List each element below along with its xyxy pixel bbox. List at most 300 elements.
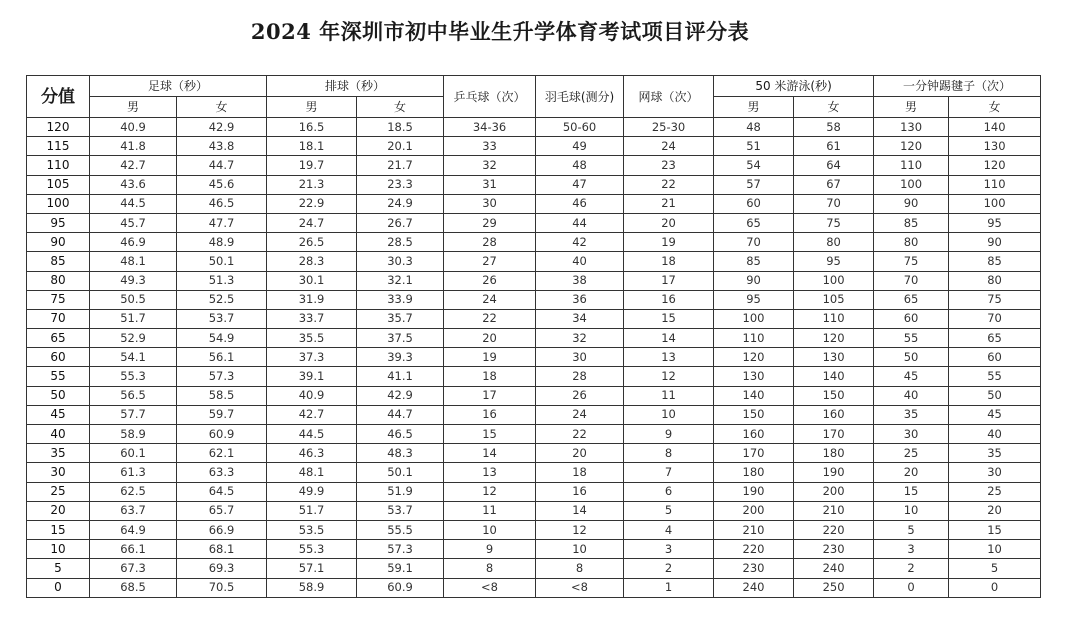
table-cell: 25	[874, 444, 949, 463]
table-cell: 49.9	[267, 482, 357, 501]
table-cell: 43.6	[90, 175, 177, 194]
table-cell: 35	[874, 405, 949, 424]
table-cell: 56.5	[90, 386, 177, 405]
table-cell: 31.9	[267, 290, 357, 309]
table-cell: 22	[624, 175, 714, 194]
table-cell: 8	[444, 559, 536, 578]
score-value-cell: 50	[27, 386, 90, 405]
table-cell: 190	[714, 482, 794, 501]
table-cell: 24.7	[267, 213, 357, 232]
table-cell: 30	[949, 463, 1041, 482]
table-cell: 41.8	[90, 137, 177, 156]
table-cell: 30	[874, 425, 949, 444]
table-cell: 34-36	[444, 118, 536, 137]
table-cell: 33	[444, 137, 536, 156]
score-value-cell: 120	[27, 118, 90, 137]
table-cell: 130	[949, 137, 1041, 156]
table-cell: 30.3	[357, 252, 444, 271]
table-cell: 17	[444, 386, 536, 405]
table-cell: 49.3	[90, 271, 177, 290]
table-cell: 32	[444, 156, 536, 175]
table-row	[27, 463, 1041, 482]
table-cell: 130	[794, 348, 874, 367]
table-cell: 210	[794, 501, 874, 520]
table-cell: 29	[444, 213, 536, 232]
table-cell: 75	[874, 252, 949, 271]
table-row	[27, 194, 1041, 213]
table-cell: 10	[624, 405, 714, 424]
table-cell: 110	[874, 156, 949, 175]
table-cell: 230	[714, 559, 794, 578]
table-cell: 20.1	[357, 137, 444, 156]
table-cell: 54.1	[90, 348, 177, 367]
table-cell: 140	[714, 386, 794, 405]
table-cell: 85	[949, 252, 1041, 271]
table-row	[27, 271, 1041, 290]
table-cell: 26	[536, 386, 624, 405]
score-value-cell: 90	[27, 233, 90, 252]
table-cell: 140	[794, 367, 874, 386]
table-cell: 44.7	[357, 405, 444, 424]
table-cell: 47	[536, 175, 624, 194]
table-cell: 33.7	[267, 309, 357, 328]
score-value-cell: 80	[27, 271, 90, 290]
table-cell: 37.3	[267, 348, 357, 367]
table-cell: 62.1	[177, 444, 267, 463]
table-cell: 64	[794, 156, 874, 175]
table-cell: 22	[536, 425, 624, 444]
table-cell: 37.5	[357, 329, 444, 348]
score-value-cell: 95	[27, 213, 90, 232]
table-cell: 15	[949, 520, 1041, 539]
table-cell: 59.7	[177, 405, 267, 424]
table-row	[27, 233, 1041, 252]
header-volleyball-male: 男	[267, 97, 357, 118]
score-value-cell: 30	[27, 463, 90, 482]
table-cell: 95	[949, 213, 1041, 232]
table-cell: 35.5	[267, 329, 357, 348]
table-cell: 52.5	[177, 290, 267, 309]
table-cell: 48.1	[90, 252, 177, 271]
table-cell: 20	[949, 501, 1041, 520]
table-cell: 19	[444, 348, 536, 367]
table-cell: 55	[874, 329, 949, 348]
table-cell: 10	[536, 540, 624, 559]
table-cell: 53.7	[357, 501, 444, 520]
table-cell: 50.1	[177, 252, 267, 271]
table-cell: 44.7	[177, 156, 267, 175]
table-cell: 46.3	[267, 444, 357, 463]
table-cell: 53.7	[177, 309, 267, 328]
score-value-cell: 70	[27, 309, 90, 328]
table-cell: 5	[874, 520, 949, 539]
table-row	[27, 252, 1041, 271]
table-cell: 14	[624, 329, 714, 348]
table-cell: 42.7	[90, 156, 177, 175]
table-cell: 61.3	[90, 463, 177, 482]
table-cell: <8	[536, 578, 624, 597]
table-cell: 18	[624, 252, 714, 271]
table-cell: 46.5	[357, 425, 444, 444]
table-cell: 58.5	[177, 386, 267, 405]
table-cell: 48	[536, 156, 624, 175]
table-cell: 55	[949, 367, 1041, 386]
score-value-cell: 5	[27, 559, 90, 578]
score-value-cell: 75	[27, 290, 90, 309]
table-cell: 60.1	[90, 444, 177, 463]
table-cell: 47.7	[177, 213, 267, 232]
table-cell: 10	[874, 501, 949, 520]
table-cell: 70	[794, 194, 874, 213]
table-cell: 240	[794, 559, 874, 578]
table-cell: 15	[624, 309, 714, 328]
table-cell: 21	[624, 194, 714, 213]
table-cell: 24	[624, 137, 714, 156]
table-cell: 55.3	[267, 540, 357, 559]
table-row	[27, 329, 1041, 348]
table-row	[27, 520, 1041, 539]
table-cell: 90	[874, 194, 949, 213]
table-cell: 16	[624, 290, 714, 309]
table-cell: 36	[536, 290, 624, 309]
table-cell: 100	[714, 309, 794, 328]
table-cell: 2	[874, 559, 949, 578]
score-value-cell: 65	[27, 329, 90, 348]
table-cell: 220	[794, 520, 874, 539]
table-cell: 45.7	[90, 213, 177, 232]
score-value-cell: 85	[27, 252, 90, 271]
table-cell: 75	[949, 290, 1041, 309]
score-value-cell: 20	[27, 501, 90, 520]
header-tennis: 网球（次）	[624, 76, 714, 118]
table-cell: 21.3	[267, 175, 357, 194]
table-cell: 3	[624, 540, 714, 559]
header-swimming-female: 女	[794, 97, 874, 118]
table-cell: 65	[714, 213, 794, 232]
table-cell: 27	[444, 252, 536, 271]
table-cell: 43.8	[177, 137, 267, 156]
score-value-cell: 110	[27, 156, 90, 175]
table-cell: 57.3	[177, 367, 267, 386]
table-cell: 69.3	[177, 559, 267, 578]
header-swimming: 50 米游泳(秒)	[714, 76, 874, 97]
table-cell: 45.6	[177, 175, 267, 194]
table-cell: 26.5	[267, 233, 357, 252]
table-cell: 57.1	[267, 559, 357, 578]
table-cell: 25	[949, 482, 1041, 501]
table-cell: 100	[874, 175, 949, 194]
score-value-cell: 0	[27, 578, 90, 597]
table-cell: 26.7	[357, 213, 444, 232]
table-cell: 50	[949, 386, 1041, 405]
table-cell: 110	[794, 309, 874, 328]
header-volleyball-female: 女	[357, 97, 444, 118]
score-value-cell: 10	[27, 540, 90, 559]
page-title: 2024 年深圳市初中毕业生升学体育考试项目评分表	[250, 19, 750, 44]
table-cell: 51	[714, 137, 794, 156]
table-cell: 230	[794, 540, 874, 559]
table-row	[27, 540, 1041, 559]
table-cell: 30	[536, 348, 624, 367]
table-cell: 40	[536, 252, 624, 271]
table-cell: 56.1	[177, 348, 267, 367]
table-cell: 67.3	[90, 559, 177, 578]
table-cell: 150	[794, 386, 874, 405]
table-cell: 10	[444, 520, 536, 539]
table-cell: 40	[949, 425, 1041, 444]
table-row	[27, 405, 1041, 424]
table-cell: 67	[794, 175, 874, 194]
table-cell: 58	[794, 118, 874, 137]
table-cell: 95	[794, 252, 874, 271]
table-cell: 110	[714, 329, 794, 348]
table-row	[27, 309, 1041, 328]
table-cell: 16	[444, 405, 536, 424]
table-cell: 35	[949, 444, 1041, 463]
header-shuttlecock-female: 女	[949, 97, 1041, 118]
table-cell: 63.3	[177, 463, 267, 482]
table-cell: 100	[949, 194, 1041, 213]
table-cell: 20	[874, 463, 949, 482]
table-cell: 23.3	[357, 175, 444, 194]
table-cell: 57	[714, 175, 794, 194]
table-cell: 150	[714, 405, 794, 424]
table-cell: 66.9	[177, 520, 267, 539]
table-cell: 50-60	[536, 118, 624, 137]
table-cell: 7	[624, 463, 714, 482]
score-value-cell: 100	[27, 194, 90, 213]
table-cell: 12	[624, 367, 714, 386]
header-football-male: 男	[90, 97, 177, 118]
table-cell: 51.3	[177, 271, 267, 290]
table-cell: 31	[444, 175, 536, 194]
table-cell: 51.7	[267, 501, 357, 520]
table-cell: 62.5	[90, 482, 177, 501]
table-row	[27, 156, 1041, 175]
table-cell: 46.9	[90, 233, 177, 252]
table-cell: 13	[444, 463, 536, 482]
table-cell: 120	[714, 348, 794, 367]
table-cell: 58.9	[90, 425, 177, 444]
table-cell: 48.3	[357, 444, 444, 463]
table-cell: 45	[949, 405, 1041, 424]
score-value-cell: 25	[27, 482, 90, 501]
table-cell: 45	[874, 367, 949, 386]
table-cell: 85	[714, 252, 794, 271]
header-swimming-male: 男	[714, 97, 794, 118]
table-cell: 14	[444, 444, 536, 463]
table-cell: 48.1	[267, 463, 357, 482]
table-cell: 75	[794, 213, 874, 232]
table-header	[27, 76, 1041, 118]
header-volleyball: 排球（秒）	[267, 76, 444, 97]
table-cell: 17	[624, 271, 714, 290]
table-cell: 220	[714, 540, 794, 559]
table-cell: 180	[714, 463, 794, 482]
table-cell: 40	[874, 386, 949, 405]
table-cell: 44	[536, 213, 624, 232]
table-cell: 8	[624, 444, 714, 463]
table-cell: 48	[714, 118, 794, 137]
table-cell: 57.3	[357, 540, 444, 559]
table-cell: 3	[874, 540, 949, 559]
table-cell: 90	[714, 271, 794, 290]
table-cell: 30	[444, 194, 536, 213]
table-cell: 80	[874, 233, 949, 252]
table-cell: 15	[444, 425, 536, 444]
table-cell: 46.5	[177, 194, 267, 213]
table-cell: 28	[536, 367, 624, 386]
table-cell: 39.1	[267, 367, 357, 386]
table-row	[27, 425, 1041, 444]
header-score: 分值	[27, 76, 90, 118]
table-cell: 14	[536, 501, 624, 520]
table-cell: 16.5	[267, 118, 357, 137]
table-cell: 18	[444, 367, 536, 386]
table-cell: 41.1	[357, 367, 444, 386]
table-cell: 34	[536, 309, 624, 328]
table-cell: 48.9	[177, 233, 267, 252]
table-cell: 85	[874, 213, 949, 232]
table-row	[27, 175, 1041, 194]
table-cell: 70	[714, 233, 794, 252]
table-cell: 1	[624, 578, 714, 597]
table-cell: 9	[624, 425, 714, 444]
table-cell: 60	[874, 309, 949, 328]
table-cell: 28	[444, 233, 536, 252]
table-cell: 80	[949, 271, 1041, 290]
header-shuttlecock-male: 男	[874, 97, 949, 118]
header-shuttlecock: 一分钟踢毽子（次）	[874, 76, 1041, 97]
table-cell: 200	[714, 501, 794, 520]
table-cell: 19	[624, 233, 714, 252]
table-row	[27, 501, 1041, 520]
table-cell: 26	[444, 271, 536, 290]
table-cell: 68.1	[177, 540, 267, 559]
table-cell: 190	[794, 463, 874, 482]
table-cell: 55.5	[357, 520, 444, 539]
table-row	[27, 290, 1041, 309]
table-cell: 20	[624, 213, 714, 232]
table-cell: 24	[536, 405, 624, 424]
table-cell: 35.7	[357, 309, 444, 328]
score-value-cell: 40	[27, 425, 90, 444]
table-cell: 60	[949, 348, 1041, 367]
score-value-cell: 55	[27, 367, 90, 386]
table-cell: 42	[536, 233, 624, 252]
table-cell: 24	[444, 290, 536, 309]
table-cell: 65.7	[177, 501, 267, 520]
table-cell: 180	[794, 444, 874, 463]
table-cell: 55.3	[90, 367, 177, 386]
table-cell: 16	[536, 482, 624, 501]
table-cell: 65	[949, 329, 1041, 348]
table-cell: 170	[714, 444, 794, 463]
table-cell: 42.7	[267, 405, 357, 424]
table-cell: 5	[624, 501, 714, 520]
table-cell: <8	[444, 578, 536, 597]
table-cell: 70.5	[177, 578, 267, 597]
table-cell: 64.5	[177, 482, 267, 501]
table-cell: 2	[624, 559, 714, 578]
table-cell: 38	[536, 271, 624, 290]
table-cell: 28.3	[267, 252, 357, 271]
table-cell: 32	[536, 329, 624, 348]
table-cell: 12	[444, 482, 536, 501]
table-cell: 46	[536, 194, 624, 213]
table-cell: 6	[624, 482, 714, 501]
table-cell: 64.9	[90, 520, 177, 539]
table-cell: 80	[794, 233, 874, 252]
table-cell: 200	[794, 482, 874, 501]
table-cell: 40.9	[90, 118, 177, 137]
score-value-cell: 60	[27, 348, 90, 367]
table-cell: 65	[874, 290, 949, 309]
table-cell: 70	[874, 271, 949, 290]
table-cell: 28.5	[357, 233, 444, 252]
table-cell: 40.9	[267, 386, 357, 405]
score-value-cell: 35	[27, 444, 90, 463]
table-row	[27, 137, 1041, 156]
table-cell: 90	[949, 233, 1041, 252]
table-cell: 49	[536, 137, 624, 156]
table-row	[27, 386, 1041, 405]
table-cell: 130	[874, 118, 949, 137]
table-cell: 100	[794, 271, 874, 290]
table-cell: 61	[794, 137, 874, 156]
table-cell: 50.1	[357, 463, 444, 482]
table-cell: 9	[444, 540, 536, 559]
header-table-tennis: 乒乓球（次）	[444, 76, 536, 118]
table-cell: 11	[444, 501, 536, 520]
table-cell: 15	[874, 482, 949, 501]
table-cell: 25-30	[624, 118, 714, 137]
table-row	[27, 444, 1041, 463]
table-cell: 13	[624, 348, 714, 367]
table-cell: 44.5	[267, 425, 357, 444]
table-cell: 120	[874, 137, 949, 156]
table-cell: 32.1	[357, 271, 444, 290]
table-cell: 44.5	[90, 194, 177, 213]
table-row	[27, 118, 1041, 137]
table-cell: 63.7	[90, 501, 177, 520]
table-cell: 12	[536, 520, 624, 539]
table-cell: 210	[714, 520, 794, 539]
score-value-cell: 105	[27, 175, 90, 194]
table-cell: 53.5	[267, 520, 357, 539]
table-cell: 0	[874, 578, 949, 597]
table-cell: 250	[794, 578, 874, 597]
table-cell: 8	[536, 559, 624, 578]
table-cell: 23	[624, 156, 714, 175]
table-cell: 39.3	[357, 348, 444, 367]
table-cell: 60.9	[357, 578, 444, 597]
header-football: 足球（秒）	[90, 76, 267, 97]
table-cell: 18.1	[267, 137, 357, 156]
table-cell: 20	[536, 444, 624, 463]
table-cell: 4	[624, 520, 714, 539]
table-cell: 0	[949, 578, 1041, 597]
table-row	[27, 367, 1041, 386]
table-cell: 120	[794, 329, 874, 348]
table-cell: 24.9	[357, 194, 444, 213]
table-cell: 60.9	[177, 425, 267, 444]
table-cell: 18	[536, 463, 624, 482]
header-football-female: 女	[177, 97, 267, 118]
table-cell: 30.1	[267, 271, 357, 290]
table-cell: 54	[714, 156, 794, 175]
table-cell: 240	[714, 578, 794, 597]
